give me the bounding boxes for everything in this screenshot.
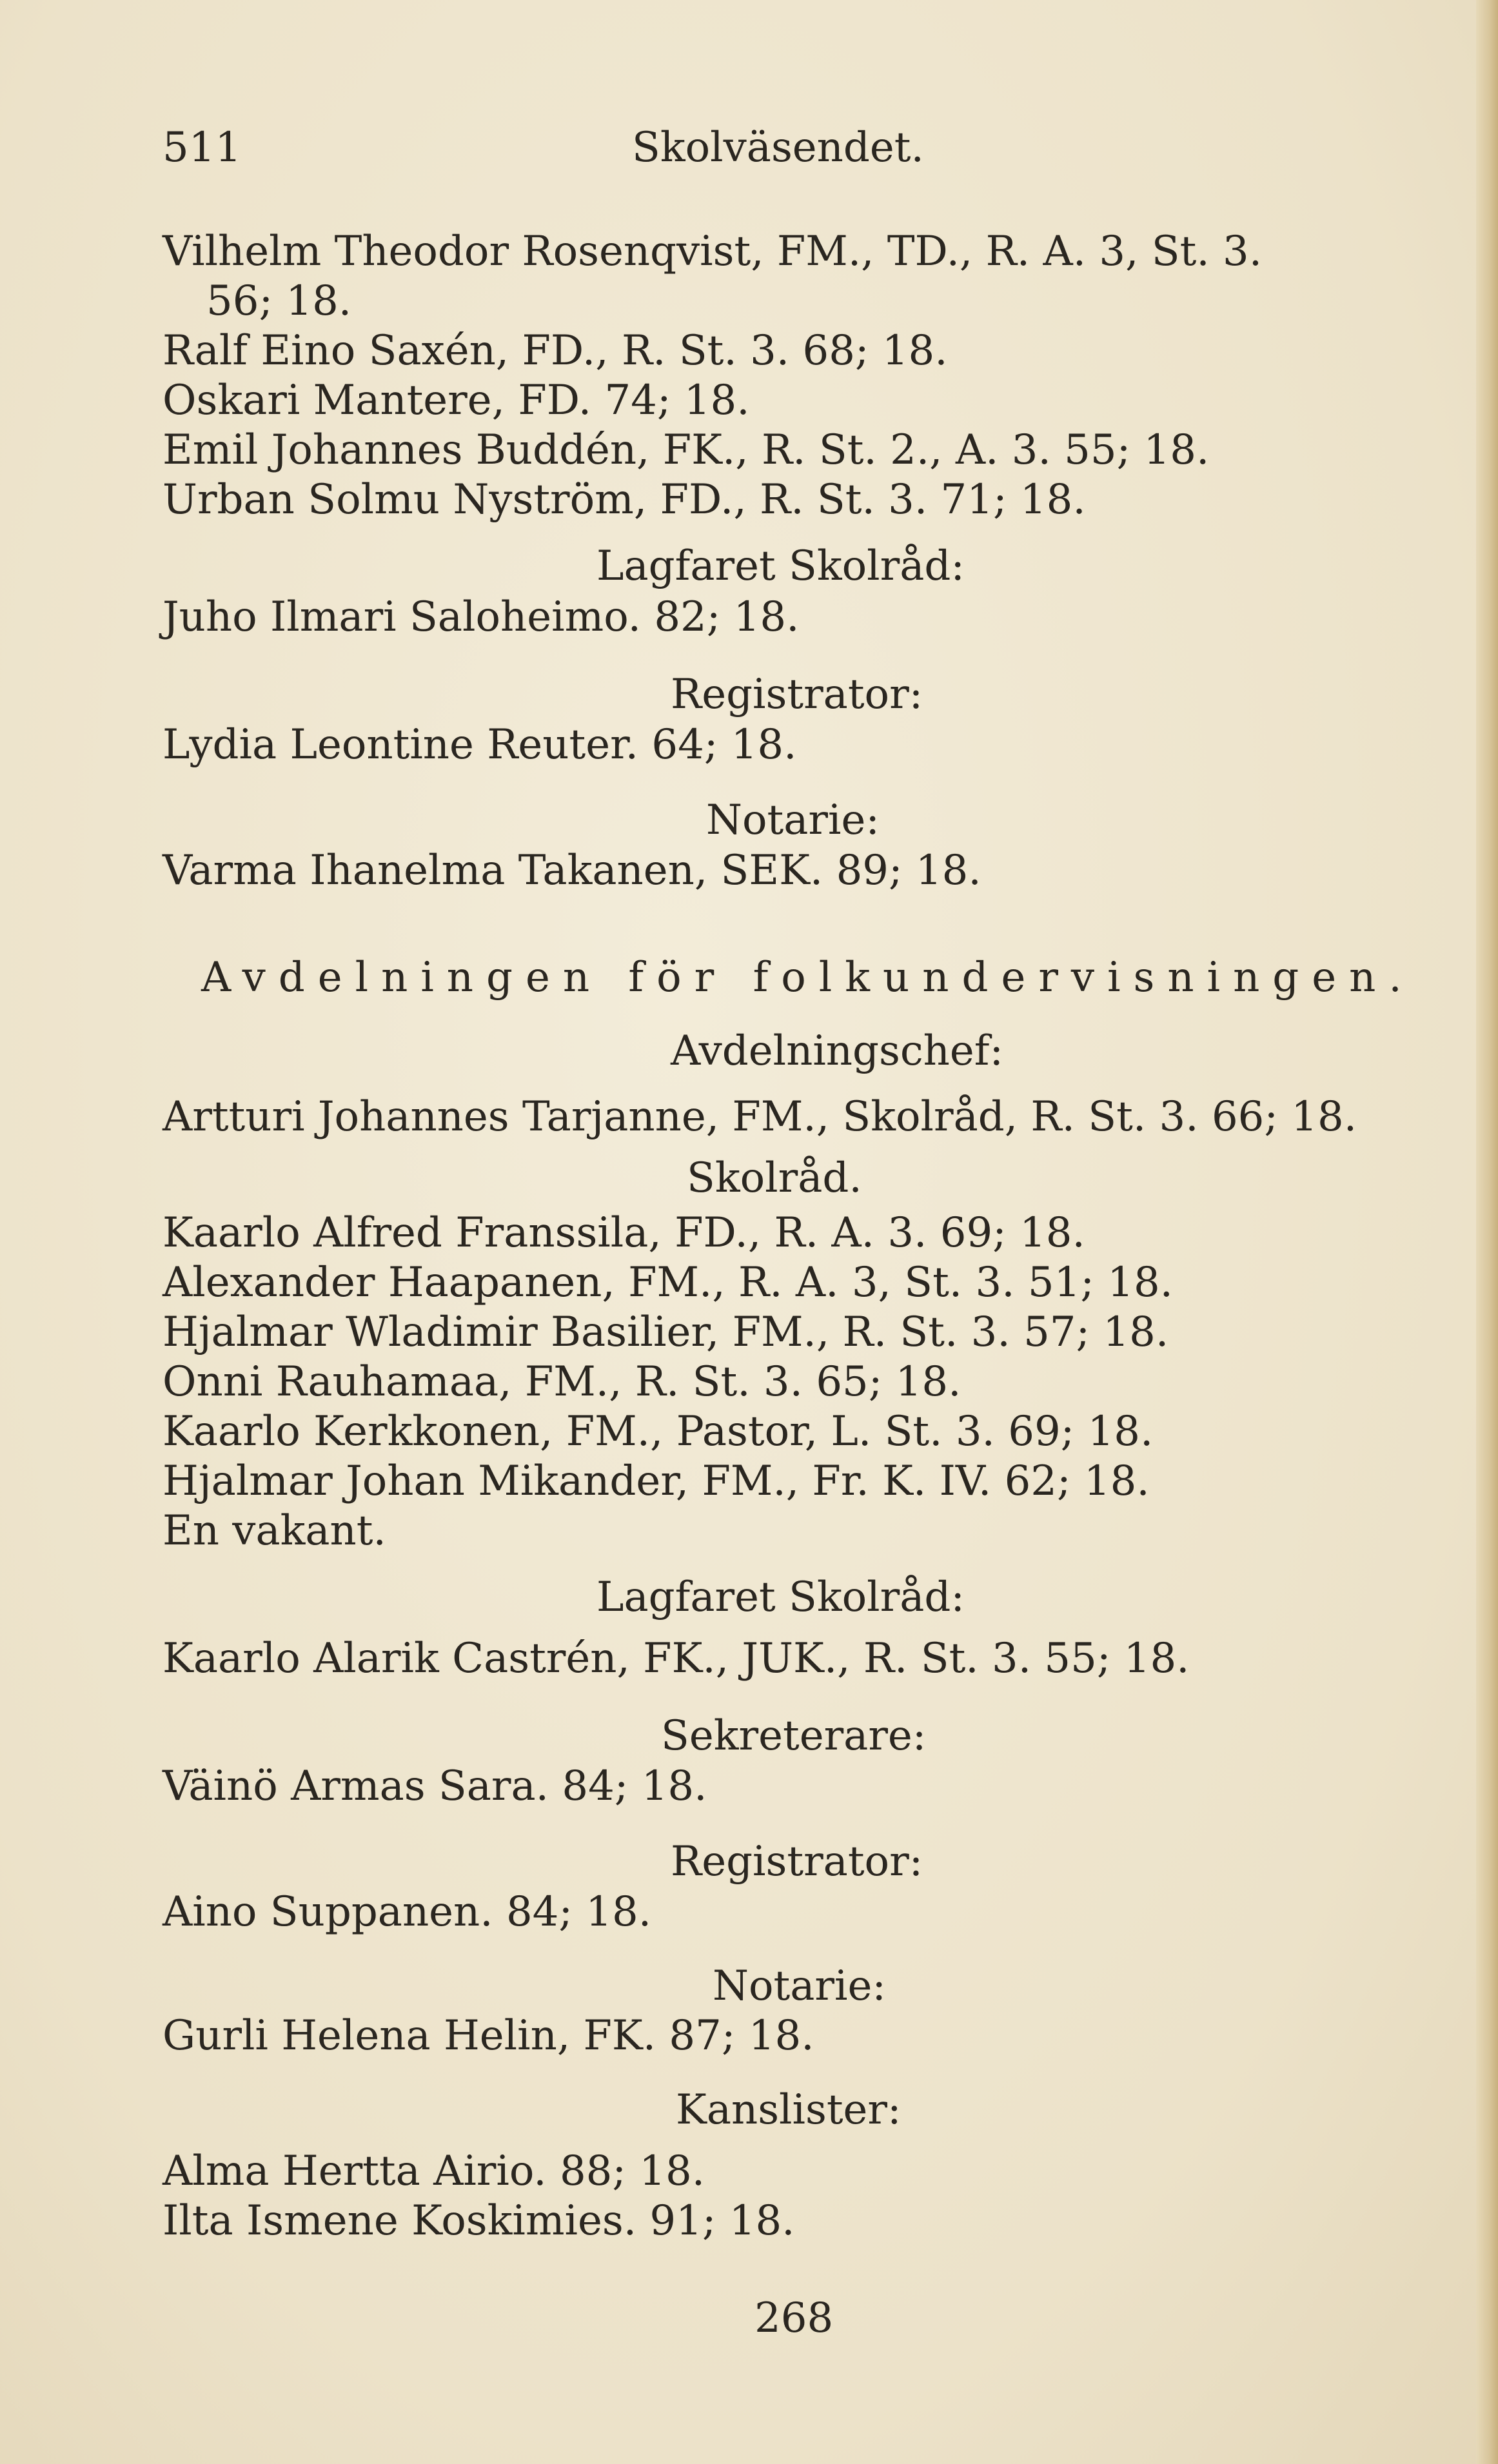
section-heading: Notarie:: [713, 1962, 886, 2010]
page-edge: [1476, 0, 1498, 2464]
signature-mark: 268: [754, 2294, 834, 2342]
entry-line: Vilhelm Theodor Rosenqvist, FM., TD., R. A. 3, St. 3.: [163, 228, 1263, 275]
entry-line: Kaarlo Alfred Franssila, FD., R. A. 3. 69; 18.: [163, 1209, 1085, 1257]
entry-line: Ilta Ismene Koskimies. 91; 18.: [163, 2197, 795, 2245]
entry-line: Hjalmar Wladimir Basilier, FM., R. St. 3. 57; 18.: [163, 1308, 1169, 1356]
entry-line: Onni Rauhamaa, FM., R. St. 3. 65; 18.: [163, 1358, 961, 1406]
section-heading: Registrator:: [671, 1838, 923, 1886]
entry-line: Alma Hertta Airio. 88; 18.: [163, 2147, 705, 2195]
entry-line: Alexander Haapanen, FM., R. A. 3, St. 3. 51; 18.: [163, 1259, 1173, 1306]
section-heading: Notarie:: [706, 796, 880, 844]
entry-line: Varma Ihanelma Takanen, SEK. 89; 18.: [163, 847, 981, 894]
entry-line: Gurli Helena Helin, FK. 87; 18.: [163, 2012, 814, 2060]
entry-line: Ralf Eino Saxén, FD., R. St. 3. 68; 18.: [163, 327, 948, 375]
entry-line: 56; 18.: [206, 277, 352, 325]
entry-line: Emil Johannes Buddén, FK., R. St. 2., A. 3. 55; 18.: [163, 426, 1210, 474]
department-title: Avdelningen för folkundervisningen.: [201, 954, 1415, 1001]
section-heading: Sekreterare:: [661, 1712, 927, 1760]
section-heading: Lagfaret Skolråd:: [596, 1573, 965, 1621]
entry-line: Oskari Mantere, FD. 74; 18.: [163, 377, 750, 424]
entry-line: Artturi Johannes Tarjanne, FM., Skolråd, R. St. 3. 66; 18.: [163, 1093, 1357, 1141]
entry-line: Hjalmar Johan Mikander, FM., Fr. K. IV. 62; 18.: [163, 1457, 1150, 1505]
section-heading: Lagfaret Skolråd:: [596, 542, 965, 590]
entry-line: En vakant.: [163, 1507, 386, 1555]
entry-line: Väinö Armas Sara. 84; 18.: [163, 1762, 707, 1810]
section-heading: Kanslister:: [676, 2086, 902, 2134]
entry-line: Kaarlo Alarik Castrén, FK., JUK., R. St. 3. 55; 18.: [163, 1635, 1190, 1682]
section-heading: Avdelningschef:: [671, 1027, 1003, 1075]
entry-line: Juho Ilmari Saloheimo. 82; 18.: [163, 593, 800, 641]
entry-line: Urban Solmu Nyström, FD., R. St. 3. 71; 18.: [163, 476, 1086, 524]
section-heading: Skolråd.: [687, 1154, 862, 1202]
entry-line: Kaarlo Kerkkonen, FM., Pastor, L. St. 3. 69; 18.: [163, 1408, 1154, 1455]
entry-line: Aino Suppanen. 84; 18.: [163, 1888, 652, 1936]
page-number: 511: [163, 124, 242, 172]
entry-line: Lydia Leontine Reuter. 64; 18.: [163, 721, 797, 769]
section-heading: Registrator:: [671, 671, 923, 718]
running-title: Skolväsendet.: [632, 124, 924, 172]
